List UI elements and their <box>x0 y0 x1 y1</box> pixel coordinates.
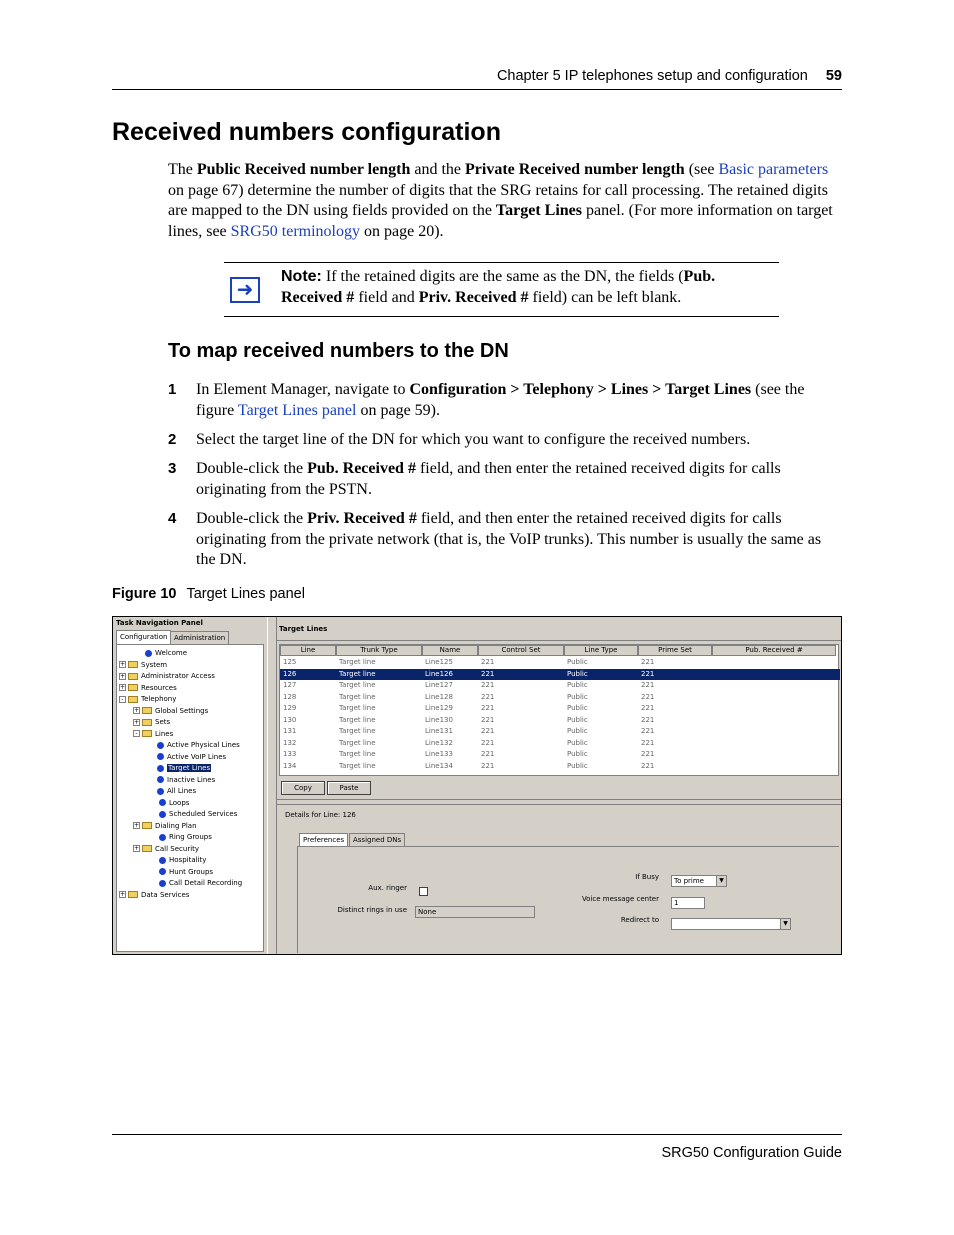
table-cell: Target line <box>339 704 376 712</box>
expand-icon[interactable]: + <box>120 891 126 898</box>
target-lines-panel <box>277 617 841 954</box>
table-row[interactable] <box>280 761 840 773</box>
table-cell: Public <box>567 692 588 701</box>
bullet-icon <box>159 868 166 875</box>
target-lines-table <box>279 644 839 776</box>
tree-item[interactable] <box>119 694 176 705</box>
tree-item[interactable] <box>119 683 177 694</box>
table-cell: 221 <box>641 669 655 678</box>
table-cell: 221 <box>481 750 495 758</box>
table-cell: 221 <box>641 727 655 735</box>
step-2: 2 Select the target line of the DN for which you want to configure the received numbers. <box>168 431 751 448</box>
table-cell: 221 <box>641 681 655 689</box>
column-header[interactable]: Name <box>422 645 478 656</box>
bullet-icon <box>157 765 164 772</box>
tree-item[interactable] <box>133 821 197 832</box>
tree-item[interactable] <box>133 729 173 740</box>
expand-icon[interactable]: + <box>134 718 140 726</box>
bullet-icon <box>145 650 152 657</box>
table-cell: Target line <box>339 727 376 735</box>
tree-item[interactable] <box>157 775 215 786</box>
table-cell: Public <box>567 704 588 712</box>
table-cell: 221 <box>641 715 655 724</box>
horizontal-splitter[interactable] <box>277 799 841 805</box>
note-box <box>224 262 779 317</box>
page-number: 59 <box>825 68 842 84</box>
target-lines-screenshot <box>112 616 842 955</box>
table-cell: 221 <box>481 669 495 678</box>
table-cell: 221 <box>641 750 655 758</box>
expand-icon[interactable]: + <box>134 707 140 714</box>
expand-icon[interactable]: + <box>120 672 126 680</box>
bullet-icon <box>159 799 166 806</box>
table-cell: Public <box>567 738 588 747</box>
section-title: Received numbers configuration <box>112 118 501 146</box>
table-cell: Target line <box>339 738 376 747</box>
task-navigation-panel <box>113 617 267 954</box>
page-header <box>112 68 842 90</box>
bullet-icon <box>159 834 166 841</box>
expand-icon[interactable]: + <box>134 845 140 852</box>
if-busy-select[interactable]: To prime ▼ <box>671 875 727 887</box>
table-cell: Target line <box>339 715 376 724</box>
bullet-icon <box>159 880 166 887</box>
expand-icon[interactable]: + <box>120 661 126 668</box>
table-cell: 221 <box>641 738 655 747</box>
aux-ringer-checkbox[interactable] <box>419 887 428 896</box>
navigation-tree <box>116 644 264 952</box>
bullet-icon <box>157 742 164 749</box>
table-cell: Line128 <box>425 692 453 701</box>
table-cell: 131 <box>283 727 297 735</box>
table-row[interactable] <box>280 749 840 761</box>
arrow-right-icon: ➜ <box>230 277 260 303</box>
column-header[interactable]: Line Type <box>564 645 638 656</box>
table-cell: 221 <box>481 715 495 724</box>
table-cell: Line129 <box>425 704 453 712</box>
column-header[interactable]: Control Set <box>478 645 564 656</box>
table-cell: Public <box>567 727 588 735</box>
tree-item[interactable] <box>157 752 226 763</box>
expand-icon[interactable]: + <box>134 822 140 829</box>
chapter-title: Chapter 5 IP telephones setup and configuration <box>496 68 808 84</box>
table-cell: 221 <box>481 681 495 689</box>
table-row[interactable] <box>280 715 840 727</box>
folder-icon <box>142 822 152 829</box>
table-cell: 221 <box>481 738 495 747</box>
table-cell: Target line <box>339 681 376 689</box>
tree-item[interactable] <box>157 786 196 797</box>
step-4: 4 Double-click the Priv. Received # field, and then enter the retained received digits for calls originating from the private network (that is, the VoIP trunks). This number is usually the same as the DN. <box>168 510 822 568</box>
chevron-down-icon: ▼ <box>780 919 790 929</box>
tab-configuration[interactable]: Configuration <box>116 630 171 644</box>
table-cell: 126 <box>283 669 297 678</box>
tree-item[interactable] <box>119 890 189 901</box>
expand-icon[interactable]: + <box>120 684 126 691</box>
table-row[interactable] <box>280 680 840 692</box>
folder-icon <box>142 730 152 737</box>
table-cell: Public <box>567 669 588 678</box>
details-title: Details for Line: 126 <box>285 811 356 819</box>
table-cell: 128 <box>283 692 297 701</box>
table-cell: Line132 <box>425 738 453 747</box>
tree-item[interactable] <box>133 717 170 728</box>
tree-item-label: Call Security <box>155 844 200 853</box>
table-cell: Public <box>567 658 588 666</box>
folder-icon <box>128 661 138 668</box>
tree-item-label: Active VoIP Lines <box>167 752 227 761</box>
tree-item-label: Active Physical Lines <box>167 741 240 749</box>
table-cell: 221 <box>641 658 655 666</box>
intro-paragraph: The Public Received number length and the Private Received number length (see Basic parameters on page 67) determine the number of digits that the SRG retains for call processing. The retained digits are mapped to the DN using fields provided on the Target Lines panel. (For more information on target lines, see SRG50 terminology on page 20). <box>168 161 833 240</box>
table-row[interactable] <box>280 657 840 669</box>
tree-item-label: Inactive Lines <box>167 775 216 784</box>
table-cell: Line134 <box>425 761 453 770</box>
bullet-icon <box>157 753 164 760</box>
tree-item[interactable] <box>157 740 240 751</box>
table-cell: 132 <box>283 738 297 747</box>
tree-item[interactable] <box>159 878 242 889</box>
bullet-icon <box>159 857 166 864</box>
table-cell: 129 <box>283 704 297 712</box>
table-cell: Target line <box>339 692 376 701</box>
table-cell: 221 <box>481 727 495 735</box>
table-cell: Public <box>567 750 588 758</box>
table-cell: Line131 <box>425 727 453 735</box>
procedure-title: To map received numbers to the DN <box>168 340 509 362</box>
basic-parameters-link[interactable]: Basic parameters <box>718 161 829 178</box>
tree-item-label: Data Services <box>141 890 190 899</box>
table-cell: Public <box>567 715 588 724</box>
table-row[interactable] <box>280 692 840 704</box>
target-lines-panel-link[interactable]: Target Lines panel <box>237 401 357 419</box>
table-cell: 221 <box>481 658 495 666</box>
table-cell: Line133 <box>425 750 453 758</box>
folder-icon <box>142 845 152 852</box>
bullet-icon <box>159 811 166 818</box>
table-cell: 221 <box>481 692 495 701</box>
redirect-to-select[interactable] <box>671 918 791 930</box>
tab-assigned-dns[interactable]: Assigned DNs <box>349 833 405 846</box>
paste-button[interactable]: Paste <box>327 781 371 795</box>
page-footer: SRG50 Configuration Guide <box>112 1134 842 1161</box>
table-cell: Line125 <box>425 658 453 666</box>
column-header[interactable]: Line <box>280 645 336 656</box>
table-cell: Line126 <box>425 669 453 678</box>
table-cell: Target line <box>339 750 376 758</box>
tree-item[interactable] <box>159 867 213 878</box>
folder-icon <box>128 891 138 898</box>
tree-item-label: All Lines <box>167 787 197 795</box>
column-header[interactable]: Pub. Received # <box>712 645 836 656</box>
step-3: 3 Double-click the Pub. Received # field, and then enter the retained received digits for calls originating from the PSTN. <box>168 460 781 498</box>
aux-ringer-label: Aux. ringer <box>368 884 407 892</box>
column-header[interactable]: Trunk Type <box>336 645 422 656</box>
collapse-icon[interactable]: - <box>133 730 140 737</box>
table-cell: Public <box>567 761 588 770</box>
copy-button[interactable]: Copy <box>281 781 325 795</box>
tree-item-label: Scheduled Services <box>169 810 238 818</box>
tree-item-label: Call Detail Recording <box>169 879 243 887</box>
table-cell: Line127 <box>425 681 453 689</box>
bullet-icon <box>157 788 164 795</box>
step-1: 1 In Element Manager, navigate to Configuration > Telephony > Lines > Target Lines (see the figure Target Lines panel on page 59). <box>168 381 805 419</box>
table-row[interactable] <box>280 703 840 715</box>
table-cell: 221 <box>641 704 655 712</box>
folder-icon <box>142 707 152 714</box>
tree-item[interactable] <box>159 832 212 843</box>
tree-item[interactable] <box>159 855 206 866</box>
voice-message-center-field[interactable]: 1 <box>671 897 705 909</box>
preferences-panel <box>297 846 839 953</box>
table-cell: 125 <box>283 658 297 666</box>
table-row[interactable] <box>280 738 840 750</box>
table-cell: 221 <box>641 761 655 770</box>
table-row[interactable] <box>280 669 840 681</box>
figure-caption: Figure 10 Target Lines panel <box>112 586 305 602</box>
nav-panel-title: Task Navigation Panel <box>116 619 203 627</box>
panel-title: Target Lines <box>277 625 841 641</box>
chevron-down-icon: ▼ <box>716 876 726 886</box>
tab-administration[interactable]: Administration <box>170 631 229 644</box>
tree-item-label: Lines <box>155 729 174 738</box>
table-cell: Target line <box>339 669 376 678</box>
tree-item[interactable] <box>157 763 211 774</box>
table-cell: Line130 <box>425 715 453 724</box>
tree-item-label: Hospitality <box>169 856 207 864</box>
distinct-rings-label: Distinct rings in use <box>337 906 407 914</box>
tree-item-label: Sets <box>155 718 171 726</box>
tree-item-label: Welcome <box>155 649 188 657</box>
tree-item-label: System <box>141 660 168 669</box>
if-busy-label: If Busy <box>635 873 659 881</box>
tab-preferences[interactable]: Preferences <box>299 833 348 846</box>
srg50-terminology-link[interactable]: SRG50 terminology <box>230 222 360 240</box>
note-text: Note: If the retained digits are the same as the DN, the fields (Pub. Received # field and Priv. Received # field) can be left blank. <box>281 268 716 306</box>
tree-item[interactable] <box>119 660 167 671</box>
tree-item-label: Dialing Plan <box>155 821 197 830</box>
table-cell: 127 <box>283 681 297 689</box>
tree-item-label: Administrator Access <box>141 672 215 680</box>
details-panel <box>279 807 839 953</box>
folder-icon <box>142 719 152 726</box>
tree-item-label: Loops <box>169 798 190 807</box>
tree-item[interactable] <box>133 844 199 855</box>
tree-item-label: Resources <box>141 683 177 692</box>
table-cell: 133 <box>283 750 297 758</box>
redirect-to-label: Redirect to <box>620 916 659 924</box>
table-row[interactable] <box>280 726 840 738</box>
table-header <box>280 645 840 656</box>
table-cell: Target line <box>339 658 376 666</box>
table-cell: 130 <box>283 715 297 724</box>
distinct-rings-field: None <box>415 906 535 918</box>
tree-item[interactable] <box>159 809 237 820</box>
tree-item[interactable] <box>159 798 189 809</box>
bullet-icon <box>157 776 164 783</box>
tree-item-label: Hunt Groups <box>169 867 214 876</box>
tree-item[interactable] <box>119 671 215 682</box>
table-cell: Target line <box>339 761 376 770</box>
table-cell: 221 <box>481 761 495 770</box>
table-cell: 221 <box>641 692 655 701</box>
tree-item[interactable] <box>145 648 187 659</box>
table-cell: 134 <box>283 761 297 770</box>
folder-icon <box>128 684 138 691</box>
folder-icon <box>128 673 138 680</box>
vertical-splitter[interactable] <box>267 617 277 954</box>
tree-item-label: Ring Groups <box>169 833 212 841</box>
tree-item[interactable] <box>133 706 208 717</box>
tree-item-label: Global Settings <box>155 706 209 715</box>
column-header[interactable]: Prime Set <box>638 645 712 656</box>
collapse-icon[interactable]: - <box>119 696 126 703</box>
tree-item-label: Target Lines <box>168 764 211 772</box>
table-cell: Public <box>567 681 588 689</box>
table-cell: 221 <box>481 704 495 712</box>
tree-item-label: Telephony <box>141 695 177 703</box>
voice-message-center-label: Voice message center <box>581 895 659 903</box>
folder-icon <box>128 696 138 703</box>
